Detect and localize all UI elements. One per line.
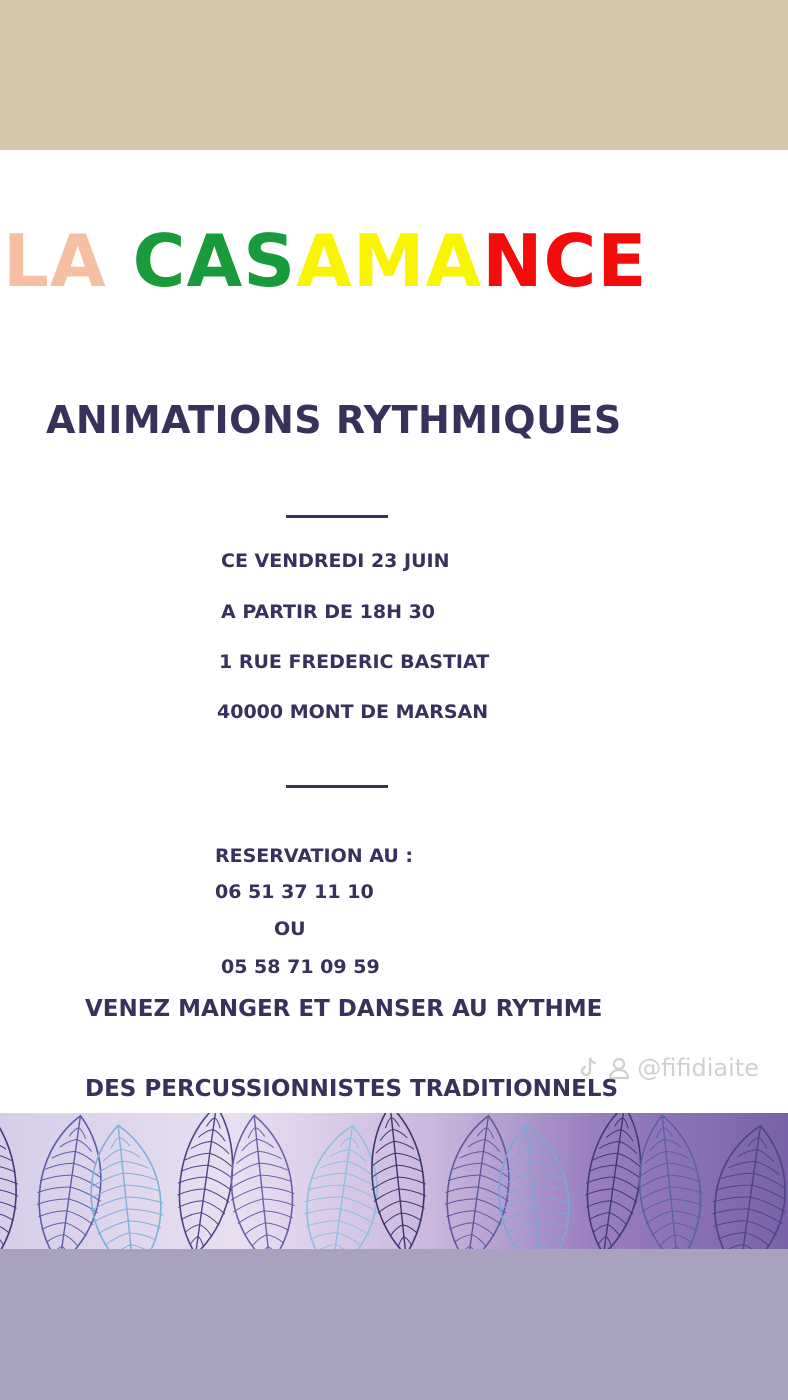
page-title [3, 216, 647, 306]
watermark [578, 1052, 759, 1084]
event-city: 40000 MONT DE MARSAN [217, 701, 489, 723]
bottom-color-band [0, 1249, 788, 1400]
title-part-la: LA [3, 219, 133, 303]
title-part-cas: CAS [132, 219, 297, 303]
feather-leaf [222, 1113, 301, 1249]
tagline-line-1: VENEZ MANGER ET DANSER AU RYTHME [85, 996, 603, 1022]
watermark-handle: @fifidiaite [637, 1054, 759, 1082]
tagline-line-2: DES PERCUSSIONNISTES TRADITIONNELS [85, 1076, 619, 1102]
title-part-nce: NCE [482, 219, 648, 303]
feather-leaf [703, 1121, 788, 1249]
user-icon [608, 1054, 638, 1082]
title-part-ama: AMA [296, 219, 483, 303]
feather-leaf [28, 1113, 112, 1249]
feather-decoration [0, 1113, 788, 1249]
feather-leaf [630, 1113, 709, 1249]
tiktok-icon [578, 1054, 608, 1082]
reservation-label: RESERVATION AU : [215, 845, 414, 867]
divider-top [286, 515, 388, 518]
phone-number-1[interactable]: 06 51 37 11 10 [215, 881, 374, 903]
feather-leaf [436, 1113, 520, 1249]
event-date: CE VENDREDI 23 JUIN [221, 550, 450, 572]
phone-number-2[interactable]: 05 58 71 09 59 [221, 956, 380, 978]
feather-leaf [363, 1113, 433, 1249]
or-separator: OU [274, 918, 306, 940]
event-time: A PARTIR DE 18H 30 [221, 601, 436, 623]
subtitle: ANIMATIONS RYTHMIQUES [46, 398, 622, 442]
feather-leaf [0, 1113, 25, 1249]
top-color-band [0, 0, 788, 150]
event-street: 1 RUE FREDERIC BASTIAT [219, 651, 490, 673]
divider-bottom [286, 785, 388, 788]
